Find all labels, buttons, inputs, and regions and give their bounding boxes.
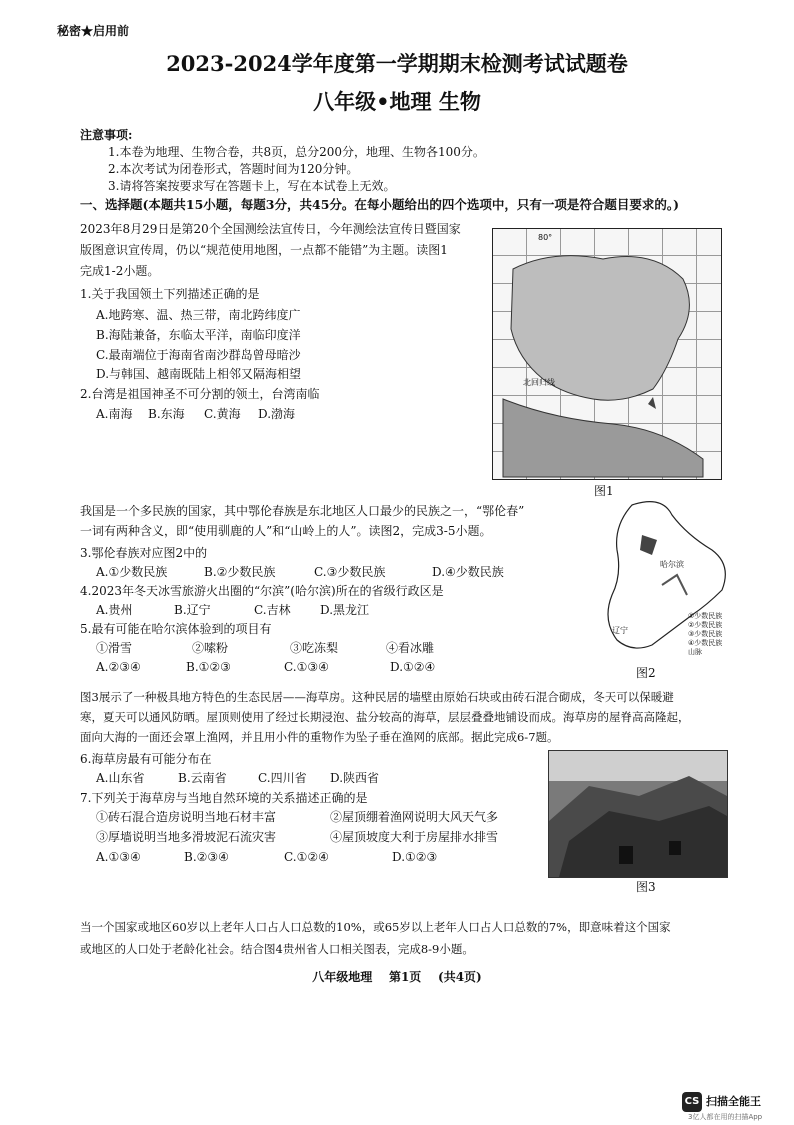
legend-item: ①少数民族 — [688, 612, 723, 620]
item: ④看冰雕 — [386, 641, 435, 655]
longitude-label: 80° — [538, 233, 553, 242]
page-subtitle: 八年级•地理 生物 — [313, 89, 481, 114]
option: D.①②③ — [392, 850, 438, 864]
option: B.云南省 — [178, 771, 227, 785]
item: ①滑雪 — [96, 641, 133, 655]
notice-heading: 注意事项: — [80, 128, 133, 142]
figure-2-caption: 图2 — [636, 666, 656, 680]
intro-text: 寒，夏天可以通风防晒。屋顶则使用了经过长期浸泡、盐分较高的海草，层层叠叠地铺设而成。海草房的屋脊高高隆起， — [80, 710, 690, 724]
option: B.海陆兼备，东临太平洋，南临印度洋 — [96, 328, 301, 342]
page-footer: 八年级地理 第1页 (共4页) — [312, 970, 482, 984]
notice-item: 3.请将答案按要求写在答题卡上，写在本试卷上无效。 — [108, 179, 396, 193]
china-map-shape — [493, 229, 721, 479]
question-stem: 1.关于我国领土下列描述正确的是 — [80, 287, 260, 301]
figure-1-caption: 图1 — [594, 484, 614, 498]
scanner-app-name: 扫描全能王 — [706, 1095, 761, 1108]
question-stem: 7.下列关于海草房与当地自然环境的关系描述正确的是 — [80, 791, 368, 805]
option: D.①②④ — [390, 660, 436, 674]
notice-item: 1.本卷为地理、生物合卷，共8页，总分200分，地理、生物各100分。 — [108, 145, 485, 159]
option: C.①②④ — [284, 850, 329, 864]
option: B.辽宁 — [174, 603, 211, 617]
intro-text: 我国是一个多民族的国家，其中鄂伦春族是东北地区人口最少的民族之一，“鄂伦春” — [80, 504, 525, 518]
scanner-logo-icon: CS — [682, 1092, 702, 1112]
item: ②嗦粉 — [192, 641, 229, 655]
intro-text: 当一个国家或地区60岁以上老年人口占人口总数的10%，或65岁以上老年人口占人口总数的7%，即意味着这个国家 — [80, 920, 671, 934]
figure-2-legend — [688, 612, 722, 657]
option: B.②少数民族 — [204, 565, 276, 579]
intro-text: 一词有两种含义，即“使用驯鹿的人”和“山岭上的人”。读图2，完成3-5小题。 — [80, 524, 492, 538]
intro-text: 版图意识宣传周，仍以“规范使用地图，一点都不能错”为主题。读图1 — [80, 243, 448, 257]
page-title: 2023-2024学年度第一学期期末检测考试试题卷 — [166, 51, 628, 76]
tropic-label: 北回归线 — [523, 378, 555, 387]
option: D.陕西省 — [330, 771, 380, 785]
option: D.与韩国、越南既陆上相邻又隔海相望 — [96, 367, 302, 381]
intro-text: 图3展示了一种极具地方特色的生态民居——海草房。这种民居的墙壁由原始石块或由砖石混合砌成，冬天可以保暖避 — [80, 690, 674, 704]
item: ③厚墙说明当地多滑坡泥石流灾害 — [96, 830, 277, 844]
option: C.①③④ — [284, 660, 329, 674]
option: B.②③④ — [184, 850, 229, 864]
figure-3-caption: 图3 — [636, 880, 656, 894]
option: A.①③④ — [96, 850, 141, 864]
question-stem: 4.2023年冬天冰雪旅游火出圈的“尔滨”(哈尔滨)所在的省级行政区是 — [80, 584, 444, 598]
option: C.吉林 — [254, 603, 291, 617]
intro-text: 或地区的人口处于老龄化社会。结合图4贵州省人口相关图表，完成8-9小题。 — [80, 942, 474, 956]
option: A.山东省 — [96, 771, 145, 785]
item: ②屋顶绷着渔网说明大风天气多 — [330, 810, 499, 824]
section-heading: 一、选择题(本题共15小题，每题3分，共45分。在每小题给出的四个选项中，只有一项是符合题目要求的。) — [80, 197, 680, 212]
legend-item: ④少数民族 — [688, 639, 723, 647]
option: D.④少数民族 — [432, 565, 504, 579]
option: B.东海 — [148, 407, 185, 421]
question-stem: 5.最有可能在哈尔滨体验到的项目有 — [80, 622, 272, 636]
option: A.①少数民族 — [96, 565, 168, 579]
figure-3-photo — [548, 750, 728, 878]
scanner-tagline: 3亿人都在用的扫描App — [688, 1113, 763, 1121]
seaweed-house-image — [549, 751, 727, 877]
option: A.南海 — [96, 407, 133, 421]
figure-1-map — [492, 228, 722, 480]
question-stem: 6.海草房最有可能分布在 — [80, 752, 212, 766]
option: A.贵州 — [96, 603, 133, 617]
option: C.③少数民族 — [314, 565, 386, 579]
intro-text: 完成1-2小题。 — [80, 264, 160, 278]
legend-item: ②少数民族 — [688, 621, 723, 629]
secret-label: 秘密★启用前 — [57, 24, 130, 38]
option: A.地跨寒、温、热三带，南北跨纬度广 — [96, 308, 301, 322]
option: D.渤海 — [258, 407, 296, 421]
item: ①砖石混合造房说明当地石材丰富 — [96, 810, 277, 824]
option: A.②③④ — [96, 660, 141, 674]
place-label: 辽宁 — [612, 626, 628, 635]
option: C.黄海 — [204, 407, 241, 421]
question-stem: 2.台湾是祖国神圣不可分割的领土，台湾南临 — [80, 387, 320, 401]
option: B.①②③ — [186, 660, 231, 674]
item: ③吃冻梨 — [290, 641, 339, 655]
city-label-harbin: 哈尔滨 — [660, 560, 684, 569]
option: D.黑龙江 — [320, 603, 370, 617]
legend-item: 山脉 — [688, 648, 702, 656]
item: ④屋顶坡度大利于房屋排水排雪 — [330, 830, 499, 844]
option: C.四川省 — [258, 771, 307, 785]
option: C.最南端位于海南省南沙群岛曾母暗沙 — [96, 348, 301, 362]
notice-item: 2.本次考试为闭卷形式，答题时间为120分钟。 — [108, 162, 359, 176]
intro-text: 2023年8月29日是第20个全国测绘法宣传日，今年测绘法宣传日暨国家 — [80, 222, 461, 236]
legend-item: ③少数民族 — [688, 630, 723, 638]
intro-text: 面向大海的一面还会罩上渔网，并且用小件的重物作为坠子垂在渔网的底部。据此完成6-7题。 — [80, 730, 559, 744]
question-stem: 3.鄂伦春族对应图2中的 — [80, 546, 208, 560]
